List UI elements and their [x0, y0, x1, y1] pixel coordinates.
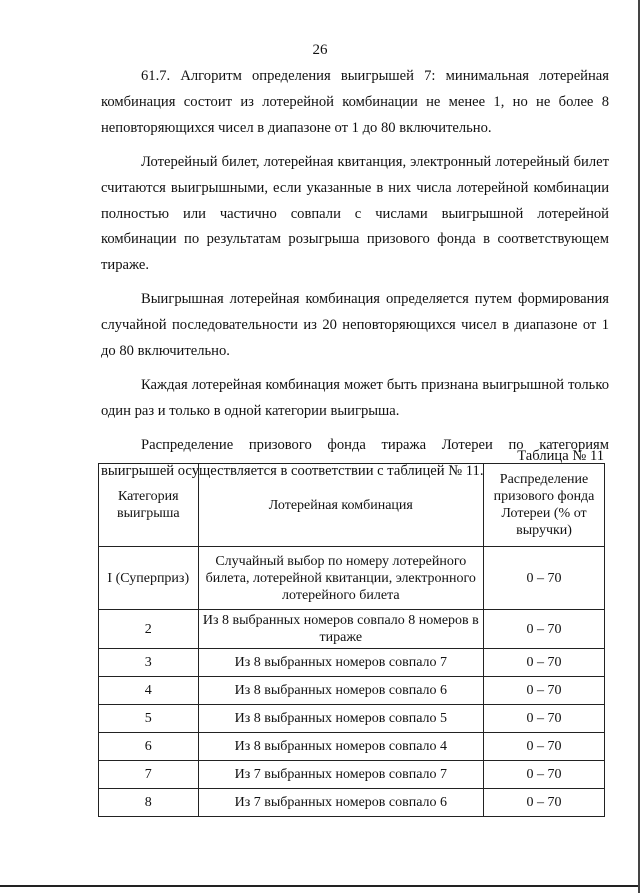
- prize-distribution-table: [98, 463, 605, 817]
- cell-distribution: 0 – 70: [484, 610, 605, 649]
- table-row: [99, 733, 605, 761]
- header-category: Категория выигрыша: [99, 464, 199, 547]
- table-row: [99, 610, 605, 649]
- cell-distribution: 0 – 70: [484, 649, 605, 677]
- paragraph: Распределение призового фонда тиража Лотереи по категориям выигрышей осуществляется в соответствии с таблицей № 11.: [101, 436, 609, 479]
- cell-category: 8: [99, 789, 199, 817]
- paragraph: 61.7. Алгоритм определения выигрышей 7: минимальная лотерейная комбинация состоит из лотерейной комбинации не менее 1, но не более 8 неповторяющихся чисел в диапазоне от 1 до 80 включительно.: [101, 68, 609, 136]
- cell-category: 7: [99, 761, 199, 789]
- cell-category: 3: [99, 649, 199, 677]
- table-row: [99, 761, 605, 789]
- cell-combination: Из 8 выбранных номеров совпало 4: [198, 733, 484, 761]
- cell-distribution: 0 – 70: [484, 761, 605, 789]
- table-caption: Таблица № 11: [517, 448, 604, 464]
- cell-combination: Случайный выбор по номеру лотерейного билета, лотерейной квитанции, электронного лотерейного билета: [198, 547, 484, 610]
- header-combination: Лотерейная комбинация: [198, 464, 484, 547]
- table-row: [99, 789, 605, 817]
- scan-edge-bottom: [0, 885, 640, 887]
- cell-category: 4: [99, 677, 199, 705]
- cell-category: 6: [99, 733, 199, 761]
- paragraph: Выигрышная лотерейная комбинация определяется путем формирования случайной последовательности из 20 неповторяющихся чисел в диапазоне от 1 до 80 включительно.: [101, 291, 609, 360]
- table-row: [99, 677, 605, 705]
- cell-category: 5: [99, 705, 199, 733]
- body-text: [101, 64, 609, 493]
- cell-distribution: 0 – 70: [484, 789, 605, 817]
- cell-category: I (Суперприз): [99, 547, 199, 610]
- table-header-row: [99, 464, 605, 547]
- cell-distribution: 0 – 70: [484, 733, 605, 761]
- paragraph: Лотерейный билет, лотерейная квитанция, электронный лотерейный билет считаются выигрышными, если указанные в них числа лотерейной комбинации полностью или частично совпали с числами выигрышной лотерейной комбинации по результатам розыгрыша призового фонда в соответствующем тираже.: [101, 153, 609, 274]
- paragraph: Каждая лотерейная комбинация может быть признана выигрышной только один раз и только в одной категории выигрыша.: [101, 376, 609, 419]
- table-row: [99, 705, 605, 733]
- cell-combination: Из 8 выбранных номеров совпало 5: [198, 705, 484, 733]
- cell-combination: Из 7 выбранных номеров совпало 7: [198, 761, 484, 789]
- cell-distribution: 0 – 70: [484, 677, 605, 705]
- table-row: [99, 649, 605, 677]
- table-row: [99, 547, 605, 610]
- cell-combination: Из 7 выбранных номеров совпало 6: [198, 789, 484, 817]
- cell-combination: Из 8 выбранных номеров совпало 7: [198, 649, 484, 677]
- cell-distribution: 0 – 70: [484, 547, 605, 610]
- cell-category: 2: [99, 610, 199, 649]
- page-number: 26: [312, 42, 328, 58]
- header-distribution: Распределение призового фонда Лотереи (% от выручки): [484, 464, 605, 547]
- cell-combination: Из 8 выбранных номеров совпало 8 номеров в тираже: [198, 610, 484, 649]
- cell-distribution: 0 – 70: [484, 705, 605, 733]
- cell-combination: Из 8 выбранных номеров совпало 6: [198, 677, 484, 705]
